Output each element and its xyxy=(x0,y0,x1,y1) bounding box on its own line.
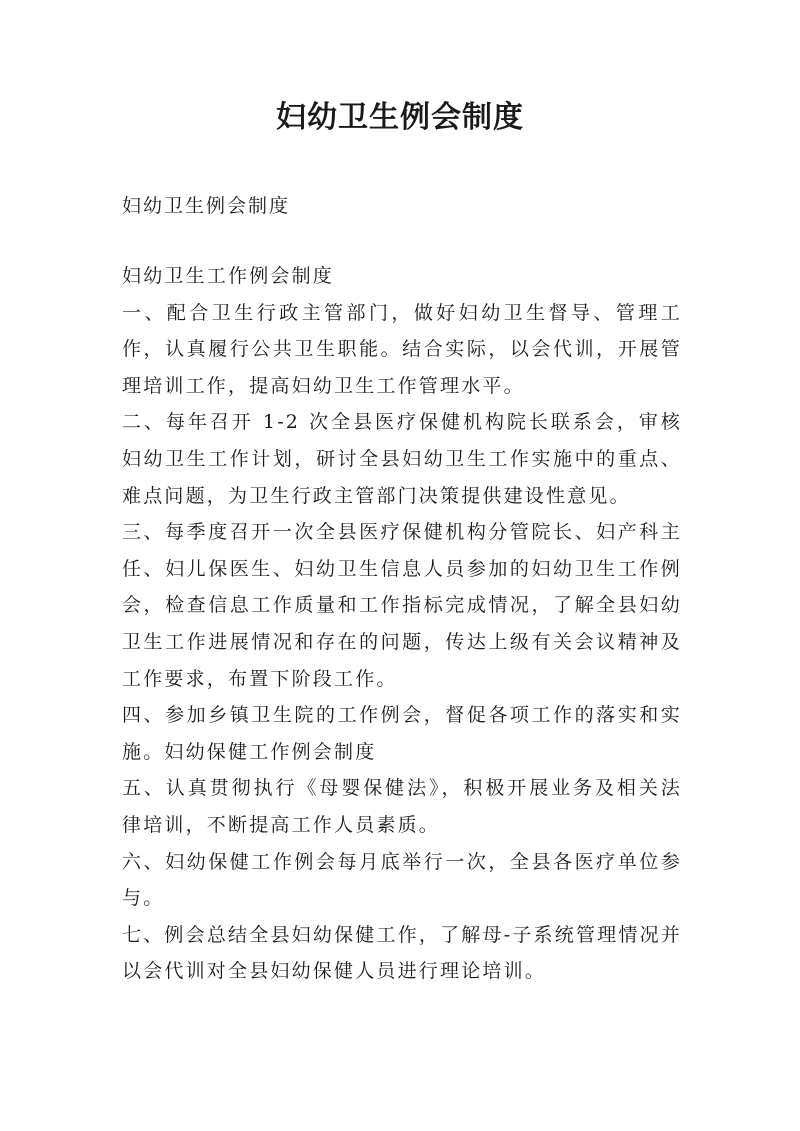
body-paragraph-heading: 妇幼卫生工作例会制度 xyxy=(122,265,335,287)
body-paragraph-3: 三、每季度召开一次全县医疗保健机构分管院长、妇产科主任、妇儿保医生、妇幼卫生信息人员参加的妇幼卫生工作例会，检查信息工作质量和工作指标完成情况，了解全县妇幼卫生工作进展情况和存在的问题，传达上级有关会议精神及工作要求，布置下阶段工作。 xyxy=(122,521,682,690)
body-paragraph-5: 五、认真贯彻执行《母婴保健法》，积极开展业务及相关法律培训，不断提高工作人员素质。 xyxy=(122,777,682,836)
document-subtitle: 妇幼卫生例会制度 xyxy=(122,195,291,217)
body-paragraph-1: 一、配合卫生行政主管部门，做好妇幼卫生督导、管理工作，认真履行公共卫生职能。结合实际，以会代训，开展管理培训工作，提高妇幼卫生工作管理水平。 xyxy=(122,301,682,397)
document-body xyxy=(122,258,682,990)
body-paragraph-4: 四、参加乡镇卫生院的工作例会，督促各项工作的落实和实施。妇幼保健工作例会制度 xyxy=(122,704,682,763)
body-paragraph-2: 二、每年召开 1-2 次全县医疗保健机构院长联系会，审核妇幼卫生工作计划，研讨全县妇幼卫生工作实施中的重点、难点问题，为卫生行政主管部门决策提供建设性意见。 xyxy=(122,411,682,507)
document-title: 妇幼卫生例会制度 xyxy=(276,100,524,135)
body-paragraph-7: 七、例会总结全县妇幼保健工作，了解母-子系统管理情况并以会代训对全县妇幼保健人员进行理论培训。 xyxy=(122,923,682,983)
body-paragraph-6: 六、妇幼保健工作例会每月底举行一次，全县各医疗单位参与。 xyxy=(122,850,682,910)
